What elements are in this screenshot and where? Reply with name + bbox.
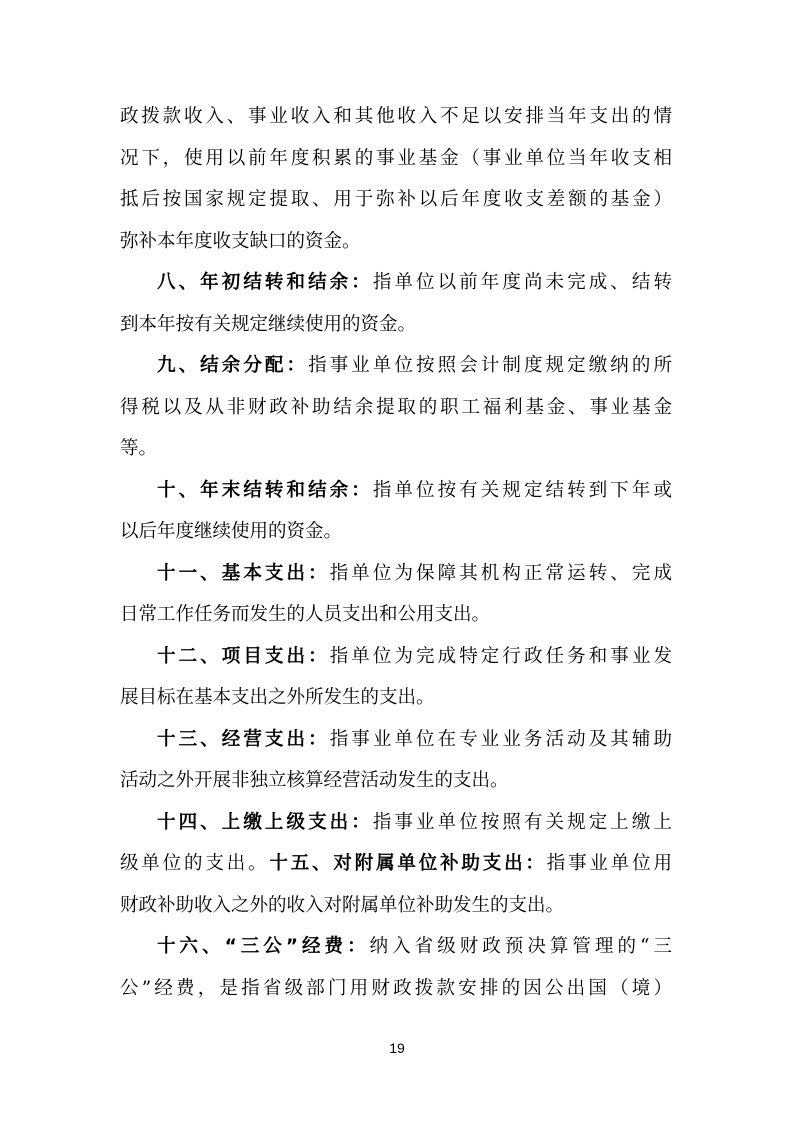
term-heading: 八、年初结转和结余： <box>157 272 373 293</box>
document-body <box>120 96 672 1009</box>
paragraph-line: 抵后按国家规定提取、用于弥补以后年度收支差额的基金） <box>120 189 672 210</box>
paragraph-line: 展目标在基本支出之外所发生的支出。 <box>120 687 435 708</box>
definition-line-8: 八、年初结转和结余：指单位以前年度尚未完成、结转 <box>157 272 672 293</box>
definition-line-16: 十六、“三公”经费：纳入省级财政预决算管理的“三 <box>157 936 672 957</box>
paragraph-line: 弥补本年度收支缺口的资金。 <box>120 230 361 252</box>
paragraph-line: 得税以及从非财政补助结余提取的职工福利基金、事业基金 <box>120 396 672 418</box>
definition-line-9: 九、结余分配：指事业单位按照会计制度规定缴纳的所 <box>157 355 672 376</box>
paragraph-line: 活动之外开展非独立核算经营活动发生的支出。 <box>120 770 509 791</box>
definition-line-14: 十四、上缴上级支出：指事业单位按照有关规定上缴上 <box>157 811 672 833</box>
definition-line-12: 十二、项目支出：指单位为完成特定行政任务和事业发 <box>157 645 672 667</box>
term-heading: 九、结余分配： <box>157 355 309 376</box>
paragraph-line: 到本年按有关规定继续使用的资金。 <box>120 313 417 335</box>
paragraph-line: 财政补助收入之外的收入对附属单位补助发生的支出。 <box>120 894 565 916</box>
paragraph-line: 政拨款收入、事业收入和其他收入不足以安排当年支出的情 <box>120 106 672 127</box>
term-heading: 十三、经营支出： <box>157 728 330 750</box>
definition-line-15: 级单位的支出。十五、对附属单位补助支出：指事业单位用 <box>120 853 672 874</box>
paragraph-line: 以后年度继续使用的资金。 <box>120 521 343 542</box>
term-heading: 十五、对附属单位补助支出： <box>269 853 547 874</box>
term-heading: 十二、项目支出： <box>157 645 330 667</box>
paragraph-line: 况下，使用以前年度积累的事业基金（事业单位当年收支相 <box>120 147 672 169</box>
term-heading: 十一、基本支出： <box>157 562 330 584</box>
term-heading: 十、年末结转和结余： <box>157 479 373 501</box>
paragraph-line: 日常工作任务而发生的人员支出和公用支出。 <box>120 604 491 625</box>
term-heading: 十六、“三公”经费： <box>157 936 370 957</box>
term-heading: 十四、上缴上级支出： <box>157 811 373 833</box>
page-number: 19 <box>389 1040 405 1056</box>
definition-line-10: 十、年末结转和结余：指单位按有关规定结转到下年或 <box>157 479 672 501</box>
paragraph-line: 公”经费，是指省级部门用财政拨款安排的因公出国（境） <box>120 977 672 999</box>
paragraph-line: 等。 <box>120 438 158 459</box>
definition-line-13: 十三、经营支出：指事业单位在专业业务活动及其辅助 <box>157 728 672 750</box>
definition-line-11: 十一、基本支出：指单位为保障其机构正常运转、完成 <box>157 562 672 584</box>
